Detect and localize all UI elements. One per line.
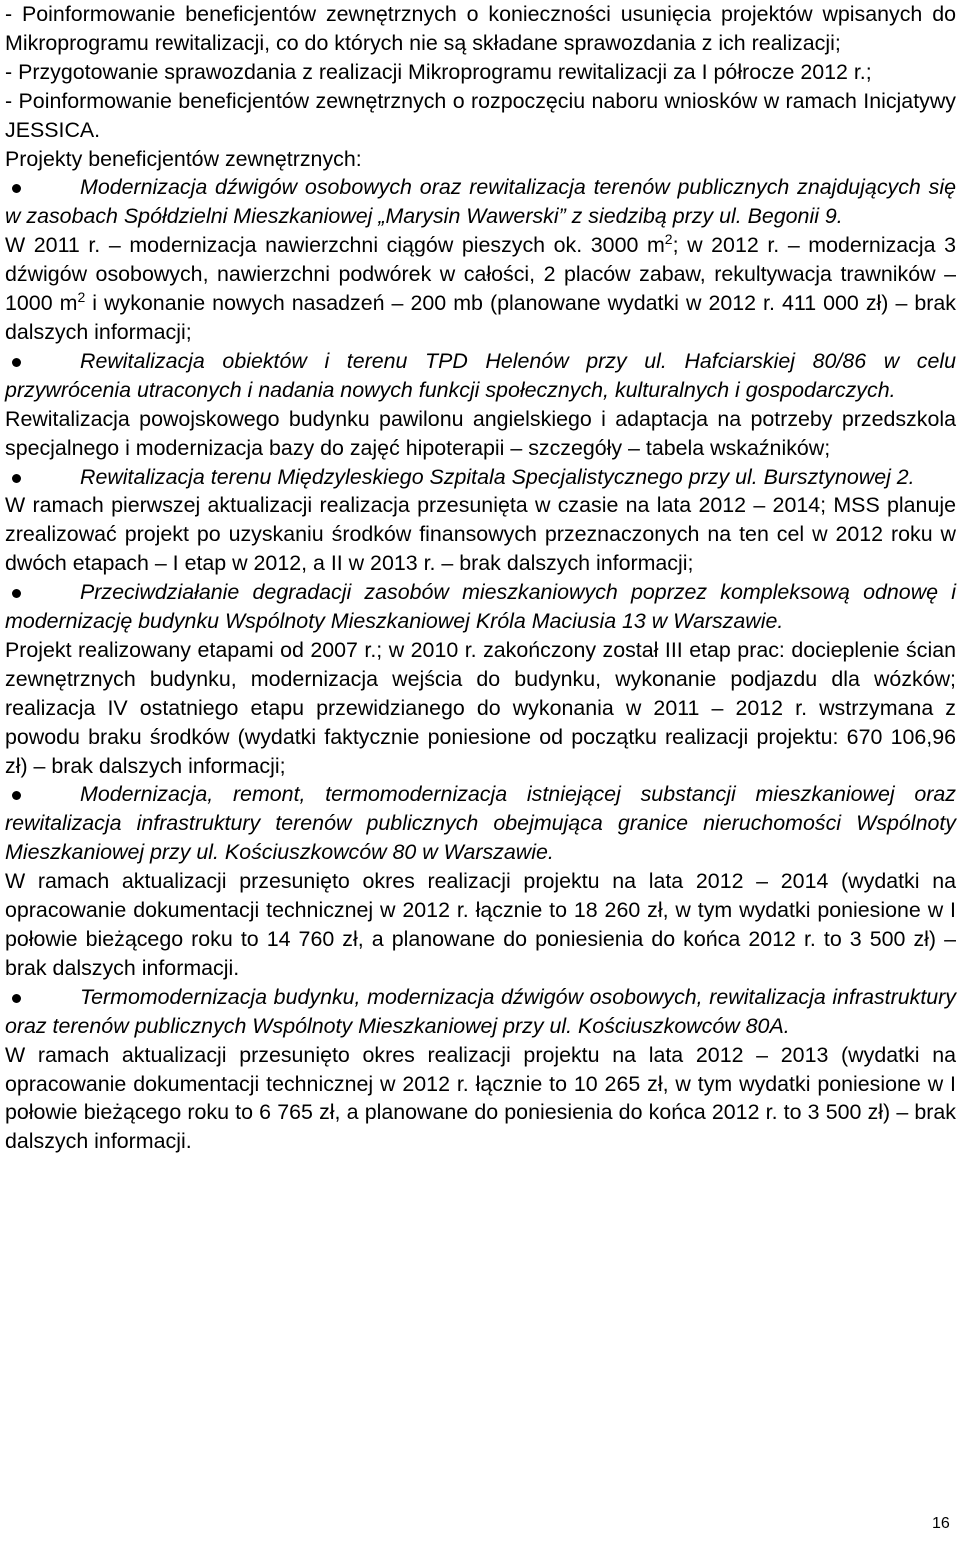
project-4-description: Projekt realizowany etapami od 2007 r.; w 2010 r. zakończony został III etap prac: docieplenie ścian zewnętrznych budynku, modernizacja wejścia do budynku, wykonanie podjazdu dla wózków; realizacja IV ostatniego etapu przewidzianego do wykonania w 2011 – 2012 r. wstrzymana z powodu braku środków (wydatki faktycznie poniesione od początku realizacji projektu: 670 106,96 zł) – brak dalszych informacji; [5,637,956,778]
project-title-text: Rewitalizacja terenu Międzyleskiego Szpitala Specjalistycznego przy ul. Bursztynowej 2. [80,464,915,489]
document-page [5,0,956,1156]
project-6-description: W ramach aktualizacji przesunięto okres realizacji projektu na lata 2012 – 2013 (wydatki na opracowanie dokumentacji technicznej w 2012 r. łącznie to 10 265 zł, w tym wydatki poniesione w I połowie bieżącego roku to 6 765 zł, a planowane do poniesienia do końca 2012 r. to 3 500 zł) – brak dalszych informacji. [5,1042,956,1154]
project-6-title [5,983,956,1041]
bullet-icon [12,589,21,598]
project-desc-part: i wykonanie nowych nasadzeń – 200 mb (planowane wydatki w 2012 r. 411 000 zł) – brak dalszych informacji; [5,291,956,344]
project-title-text: Modernizacja dźwigów osobowych oraz rewitalizacja terenów publicznych znajdujących się w zasobach Spółdzielni Mieszkaniowej „Marysin Wawerski” z siedzibą przy ul. Begonii 9. [5,175,956,229]
bullet-icon [12,358,21,367]
section-heading: Projekty beneficjentów zewnętrznych: [5,146,362,171]
project-2-description: Rewitalizacja powojskowego budynku pawilonu angielskiego i adaptacja na potrzeby przedszkola specjalnego i modernizacja bazy do zajęć hipoterapii – szczegóły – tabela wskaźników; [5,406,956,460]
project-3-title [5,463,956,492]
page-number: 16 [932,1515,950,1532]
intro-line-2: - Przygotowanie sprawozdania z realizacji Mikroprogramu rewitalizacji za I półrocze 2012 r.; [5,59,872,84]
project-3-description: W ramach pierwszej aktualizacji realizacja przesunięta w czasie na lata 2012 – 2014; MSS planuje zrealizować projekt po uzyskaniu środków finansowych przeznaczonych na ten cel w 2012 roku w dwóch etapach – I etap w 2012, a II w 2013 r. – brak dalszych informacji; [5,493,956,576]
bullet-icon [12,791,21,800]
project-title-text: Rewitalizacja obiektów i terenu TPD Helenów przy ul. Hafciarskiej 80/86 w celu przywrócenia utraconych i nadania nowych funkcji społecznych, kulturalnych i gospodarczych. [5,348,956,402]
project-1-title [5,173,956,231]
project-title-text: Modernizacja, remont, termomodernizacja istniejącej substancji mieszkaniowej oraz rewitalizacja infrastruktury terenów publicznych obejmująca granice nieruchomości Wspólnoty Mieszkaniowej przy ul. Kościuszkowców 80 w Warszawie. [5,782,956,865]
project-title-text: Przeciwdziałanie degradacji zasobów mieszkaniowych poprzez kompleksową odnowę i modernizację budynku Wspólnoty Mieszkaniowej Króla Maciusia 13 w Warszawie. [5,580,956,634]
project-1-description [5,231,956,347]
intro-line-3: - Poinformowanie beneficjentów zewnętrznych o rozpoczęciu naboru wniosków w ramach Inicjatywy JESSICA. [5,88,956,142]
bullet-icon [12,474,21,483]
intro-line-1: - Poinformowanie beneficjentów zewnętrznych o konieczności usunięcia projektów wpisanych do Mikroprogramu rewitalizacji, co do których nie są składane sprawozdania z ich realizacji; [5,2,956,55]
project-desc-part: ; w 2012 r. – modernizacja 3 dźwigów osobowych, nawierzchni podwórek w całości, 2 placów zabaw, rekultywacja trawników – 1000 m [5,233,957,316]
bullet-icon [12,184,21,193]
project-5-description: W ramach aktualizacji przesunięto okres realizacji projektu na lata 2012 – 2014 (wydatki na opracowanie dokumentacji technicznej w 2012 r. łącznie to 18 260 zł, w tym wydatki poniesione w I połowie bieżącego roku to 14 760 zł, a planowane do poniesienia do końca 2012 r. to 3 500 zł) – brak dalszych informacji. [5,869,956,980]
superscript: 2 [77,289,86,306]
project-4-title [5,578,956,636]
bullet-icon [12,994,21,1003]
project-title-text: Termomodernizacja budynku, modernizacja dźwigów osobowych, rewitalizacja infrastruktury oraz terenów publicznych Wspólnoty Mieszkaniowej przy ul. Kościuszkowców 80A. [5,984,956,1038]
project-2-title [5,347,956,405]
project-5-title [5,780,956,867]
project-desc-part: W 2011 r. – modernizacja nawierzchni ciągów pieszych ok. 3000 m [5,233,665,258]
superscript: 2 [664,231,673,248]
